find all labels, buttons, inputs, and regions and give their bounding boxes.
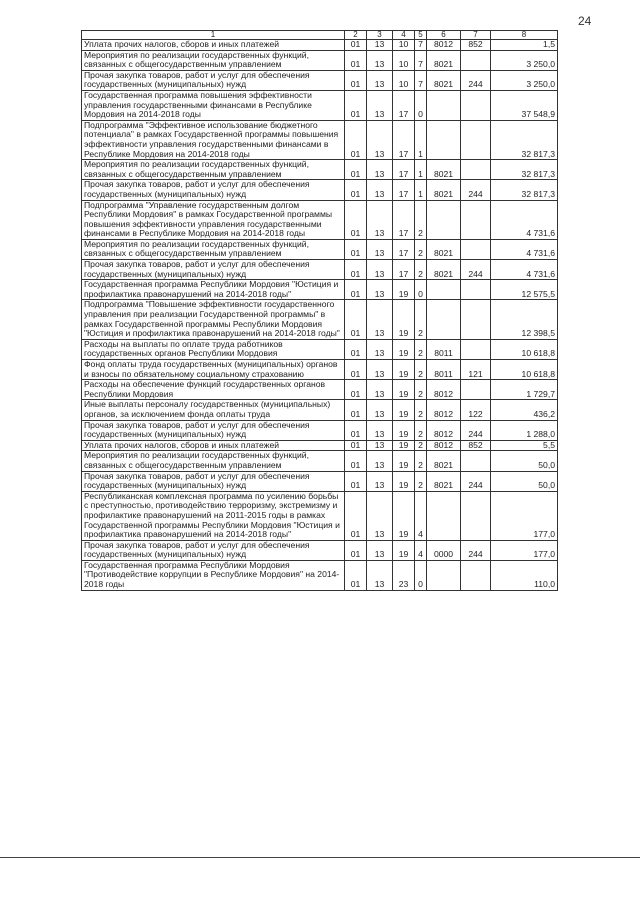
section-code-cell: 01	[345, 360, 367, 380]
section-code-cell: 01	[345, 70, 367, 90]
program-code-cell: 10	[393, 50, 415, 70]
subprogram-code-cell: 1	[415, 120, 427, 159]
expense-type-cell: 852	[461, 440, 491, 451]
item-code-cell	[427, 90, 461, 120]
subprogram-code-cell: 0	[415, 280, 427, 300]
table-row	[82, 260, 558, 280]
table-row	[82, 471, 558, 491]
item-code-cell: 8021	[427, 160, 461, 180]
subsection-code-cell: 13	[367, 70, 393, 90]
section-code-cell: 01	[345, 40, 367, 51]
section-code-cell: 01	[345, 200, 367, 239]
program-code-cell: 17	[393, 239, 415, 259]
row-name-cell: Расходы на обеспечение функций государственных органов Республики Мордовия	[82, 380, 345, 400]
item-code-cell	[427, 300, 461, 339]
row-name-cell: Мероприятия по реализации государственных функций, связанных с общегосударственным управлением	[82, 239, 345, 259]
table-row	[82, 239, 558, 259]
column-header: 5	[415, 31, 427, 40]
section-code-cell: 01	[345, 380, 367, 400]
amount-cell: 1,5	[491, 40, 558, 51]
subprogram-code-cell: 2	[415, 260, 427, 280]
item-code-cell	[427, 120, 461, 159]
row-name-cell: Подпрограмма "Повышение эффективности государственного управления при реализации Государственной программы" в рамках Государственной программы Республики Мордовия "Юстиция и профилактика правонарушений на 2014-2018 годы"	[82, 300, 345, 339]
table-row	[82, 160, 558, 180]
subsection-code-cell: 13	[367, 560, 393, 590]
subsection-code-cell: 13	[367, 260, 393, 280]
column-header: 7	[461, 31, 491, 40]
table-row	[82, 420, 558, 440]
amount-cell: 3 250,0	[491, 70, 558, 90]
row-name-cell: Мероприятия по реализации государственных функций, связанных с общегосударственным управлением	[82, 50, 345, 70]
table-row	[82, 360, 558, 380]
expense-type-cell	[461, 239, 491, 259]
expense-type-cell: 244	[461, 420, 491, 440]
subsection-code-cell: 13	[367, 90, 393, 120]
item-code-cell: 8012	[427, 400, 461, 420]
subsection-code-cell: 13	[367, 400, 393, 420]
amount-cell: 10 618,8	[491, 339, 558, 359]
item-code-cell: 8021	[427, 471, 461, 491]
subsection-code-cell: 13	[367, 160, 393, 180]
row-name-cell: Уплата прочих налогов, сборов и иных платежей	[82, 440, 345, 451]
table-row	[82, 491, 558, 540]
subprogram-code-cell: 2	[415, 300, 427, 339]
section-code-cell: 01	[345, 339, 367, 359]
subprogram-code-cell: 2	[415, 400, 427, 420]
program-code-cell: 17	[393, 200, 415, 239]
subsection-code-cell: 13	[367, 471, 393, 491]
row-name-cell: Мероприятия по реализации государственных функций, связанных с общегосударственным управлением	[82, 451, 345, 471]
table-row	[82, 440, 558, 451]
section-code-cell: 01	[345, 180, 367, 200]
program-code-cell: 17	[393, 160, 415, 180]
subsection-code-cell: 13	[367, 40, 393, 51]
subprogram-code-cell: 2	[415, 380, 427, 400]
item-code-cell: 0000	[427, 540, 461, 560]
table-row	[82, 90, 558, 120]
column-header: 2	[345, 31, 367, 40]
table-row	[82, 70, 558, 90]
subsection-code-cell: 13	[367, 440, 393, 451]
program-code-cell: 17	[393, 120, 415, 159]
subsection-code-cell: 13	[367, 540, 393, 560]
subsection-code-cell: 13	[367, 300, 393, 339]
column-header: 3	[367, 31, 393, 40]
column-header: 8	[491, 31, 558, 40]
section-code-cell: 01	[345, 440, 367, 451]
amount-cell: 436,2	[491, 400, 558, 420]
table-row	[82, 180, 558, 200]
amount-cell: 1 288,0	[491, 420, 558, 440]
subprogram-code-cell: 7	[415, 70, 427, 90]
subprogram-code-cell: 2	[415, 360, 427, 380]
table-row	[82, 300, 558, 339]
program-code-cell: 19	[393, 420, 415, 440]
amount-cell: 32 817,3	[491, 180, 558, 200]
amount-cell: 32 817,3	[491, 160, 558, 180]
program-code-cell: 10	[393, 40, 415, 51]
subsection-code-cell: 13	[367, 280, 393, 300]
expense-type-cell: 244	[461, 180, 491, 200]
item-code-cell: 8021	[427, 50, 461, 70]
subsection-code-cell: 13	[367, 239, 393, 259]
subsection-code-cell: 13	[367, 451, 393, 471]
table-row	[82, 200, 558, 239]
page-number: 24	[578, 14, 592, 28]
row-name-cell: Уплата прочих налогов, сборов и иных платежей	[82, 40, 345, 51]
row-name-cell: Прочая закупка товаров, работ и услуг для обеспечения государственных (муниципальных) нужд	[82, 180, 345, 200]
row-name-cell: Республиканская комплексная программа по усилению борьбы с преступностью, противодействию терроризму, экстремизму и профилактике правонарушений на 2011-2015 годы в рамках Государственной программы Республики Мордовия "Юстиция и профилактика правонарушений на 2014-2018 годы"	[82, 491, 345, 540]
section-code-cell: 01	[345, 120, 367, 159]
row-name-cell: Мероприятия по реализации государственных функций, связанных с общегосударственным управлением	[82, 160, 345, 180]
row-name-cell: Фонд оплаты труда государственных (муниципальных) органов и взносы по обязательному социальному страхованию	[82, 360, 345, 380]
row-name-cell: Подпрограмма "Эффективное использование бюджетного потенциала" в рамках Государственной программы повышения эффективности управления государственными финансами в Республике Мордовия на 2014-2018 годы	[82, 120, 345, 159]
expense-type-cell	[461, 339, 491, 359]
row-name-cell: Прочая закупка товаров, работ и услуг для обеспечения государственных (муниципальных) нужд	[82, 70, 345, 90]
amount-cell: 50,0	[491, 471, 558, 491]
subsection-code-cell: 13	[367, 380, 393, 400]
subsection-code-cell: 13	[367, 120, 393, 159]
program-code-cell: 19	[393, 491, 415, 540]
subprogram-code-cell: 1	[415, 160, 427, 180]
header-row	[82, 31, 558, 40]
amount-cell: 4 731,6	[491, 200, 558, 239]
item-code-cell: 8011	[427, 339, 461, 359]
amount-cell: 32 817,3	[491, 120, 558, 159]
item-code-cell	[427, 560, 461, 590]
expense-type-cell	[461, 120, 491, 159]
section-code-cell: 01	[345, 420, 367, 440]
subprogram-code-cell: 0	[415, 90, 427, 120]
table-row	[82, 451, 558, 471]
column-header: 6	[427, 31, 461, 40]
item-code-cell: 8021	[427, 260, 461, 280]
subprogram-code-cell: 2	[415, 339, 427, 359]
table-row	[82, 400, 558, 420]
subsection-code-cell: 13	[367, 491, 393, 540]
row-name-cell: Государственная программа Республики Мордовия "Противодействие коррупции в Республике Мордовия" на 2014-2018 годы	[82, 560, 345, 590]
amount-cell: 50,0	[491, 451, 558, 471]
expense-type-cell	[461, 160, 491, 180]
table-row	[82, 540, 558, 560]
expense-type-cell	[461, 451, 491, 471]
table-row	[82, 560, 558, 590]
program-code-cell: 10	[393, 70, 415, 90]
table-row	[82, 339, 558, 359]
expense-type-cell: 244	[461, 471, 491, 491]
amount-cell: 110,0	[491, 560, 558, 590]
row-name-cell: Прочая закупка товаров, работ и услуг для обеспечения государственных (муниципальных) нужд	[82, 260, 345, 280]
program-code-cell: 19	[393, 400, 415, 420]
section-code-cell: 01	[345, 260, 367, 280]
expense-type-cell: 244	[461, 540, 491, 560]
program-code-cell: 23	[393, 560, 415, 590]
program-code-cell: 19	[393, 280, 415, 300]
expense-type-cell	[461, 300, 491, 339]
item-code-cell: 8021	[427, 70, 461, 90]
amount-cell: 12 398,5	[491, 300, 558, 339]
expense-type-cell	[461, 491, 491, 540]
amount-cell: 12 575,5	[491, 280, 558, 300]
item-code-cell	[427, 280, 461, 300]
program-code-cell: 19	[393, 471, 415, 491]
row-name-cell: Государственная программа повышения эффективности управления государственными финансами в Республике Мордовия на 2014-2018 годы	[82, 90, 345, 120]
expense-type-cell: 852	[461, 40, 491, 51]
amount-cell: 5,5	[491, 440, 558, 451]
expense-type-cell: 244	[461, 70, 491, 90]
subprogram-code-cell: 2	[415, 440, 427, 451]
item-code-cell: 8011	[427, 360, 461, 380]
section-code-cell: 01	[345, 300, 367, 339]
section-code-cell: 01	[345, 491, 367, 540]
amount-cell: 4 731,6	[491, 260, 558, 280]
program-code-cell: 19	[393, 451, 415, 471]
program-code-cell: 19	[393, 380, 415, 400]
expense-type-cell: 121	[461, 360, 491, 380]
subsection-code-cell: 13	[367, 50, 393, 70]
budget-table	[81, 30, 558, 591]
section-code-cell: 01	[345, 239, 367, 259]
subsection-code-cell: 13	[367, 360, 393, 380]
amount-cell: 3 250,0	[491, 50, 558, 70]
scan-edge-line	[0, 857, 640, 858]
column-header: 4	[393, 31, 415, 40]
program-code-cell: 17	[393, 180, 415, 200]
table-row	[82, 40, 558, 51]
amount-cell: 10 618,8	[491, 360, 558, 380]
row-name-cell: Расходы на выплаты по оплате труда работников государственных органов Республики Мордовия	[82, 339, 345, 359]
table-body	[82, 40, 558, 591]
subprogram-code-cell: 4	[415, 491, 427, 540]
expense-type-cell: 244	[461, 260, 491, 280]
section-code-cell: 01	[345, 400, 367, 420]
amount-cell: 1 729,7	[491, 380, 558, 400]
row-name-cell: Государственная программа Республики Мордовия "Юстиция и профилактика правонарушений на 2014-2018 годы"	[82, 280, 345, 300]
section-code-cell: 01	[345, 90, 367, 120]
table-row	[82, 280, 558, 300]
item-code-cell: 8021	[427, 451, 461, 471]
row-name-cell: Прочая закупка товаров, работ и услуг для обеспечения государственных (муниципальных) нужд	[82, 540, 345, 560]
amount-cell: 37 548,9	[491, 90, 558, 120]
table-row	[82, 50, 558, 70]
program-code-cell: 19	[393, 360, 415, 380]
program-code-cell: 19	[393, 300, 415, 339]
section-code-cell: 01	[345, 560, 367, 590]
program-code-cell: 19	[393, 440, 415, 451]
amount-cell: 177,0	[491, 491, 558, 540]
program-code-cell: 19	[393, 339, 415, 359]
amount-cell: 177,0	[491, 540, 558, 560]
subprogram-code-cell: 2	[415, 471, 427, 491]
program-code-cell: 17	[393, 90, 415, 120]
program-code-cell: 17	[393, 260, 415, 280]
expense-type-cell	[461, 560, 491, 590]
subprogram-code-cell: 0	[415, 560, 427, 590]
expense-type-cell	[461, 200, 491, 239]
subprogram-code-cell: 7	[415, 40, 427, 51]
subprogram-code-cell: 2	[415, 200, 427, 239]
item-code-cell: 8021	[427, 239, 461, 259]
item-code-cell: 8021	[427, 180, 461, 200]
subprogram-code-cell: 2	[415, 239, 427, 259]
section-code-cell: 01	[345, 280, 367, 300]
expense-type-cell	[461, 50, 491, 70]
subsection-code-cell: 13	[367, 420, 393, 440]
item-code-cell	[427, 200, 461, 239]
expense-type-cell	[461, 380, 491, 400]
expense-type-cell	[461, 90, 491, 120]
expense-type-cell	[461, 280, 491, 300]
item-code-cell: 8012	[427, 380, 461, 400]
subprogram-code-cell: 7	[415, 50, 427, 70]
section-code-cell: 01	[345, 471, 367, 491]
subprogram-code-cell: 2	[415, 420, 427, 440]
section-code-cell: 01	[345, 540, 367, 560]
subprogram-code-cell: 4	[415, 540, 427, 560]
subprogram-code-cell: 1	[415, 180, 427, 200]
row-name-cell: Прочая закупка товаров, работ и услуг для обеспечения государственных (муниципальных) нужд	[82, 420, 345, 440]
section-code-cell: 01	[345, 50, 367, 70]
section-code-cell: 01	[345, 160, 367, 180]
item-code-cell: 8012	[427, 440, 461, 451]
amount-cell: 4 731,6	[491, 239, 558, 259]
item-code-cell	[427, 491, 461, 540]
item-code-cell: 8012	[427, 40, 461, 51]
row-name-cell: Прочая закупка товаров, работ и услуг для обеспечения государственных (муниципальных) нужд	[82, 471, 345, 491]
expense-type-cell: 122	[461, 400, 491, 420]
column-header: 1	[82, 31, 345, 40]
subsection-code-cell: 13	[367, 200, 393, 239]
row-name-cell: Иные выплаты персоналу государственных (муниципальных) органов, за исключением фонда оплаты труда	[82, 400, 345, 420]
subprogram-code-cell: 2	[415, 451, 427, 471]
table-row	[82, 380, 558, 400]
subsection-code-cell: 13	[367, 339, 393, 359]
table-row	[82, 120, 558, 159]
subsection-code-cell: 13	[367, 180, 393, 200]
row-name-cell: Подпрограмма "Управление государственным долгом Республики Мордовия" в рамках Государственной программы повышения эффективности управления государственными финансами в Республике Мордовия на 2014-2018 годы	[82, 200, 345, 239]
item-code-cell: 8012	[427, 420, 461, 440]
program-code-cell: 19	[393, 540, 415, 560]
section-code-cell: 01	[345, 451, 367, 471]
